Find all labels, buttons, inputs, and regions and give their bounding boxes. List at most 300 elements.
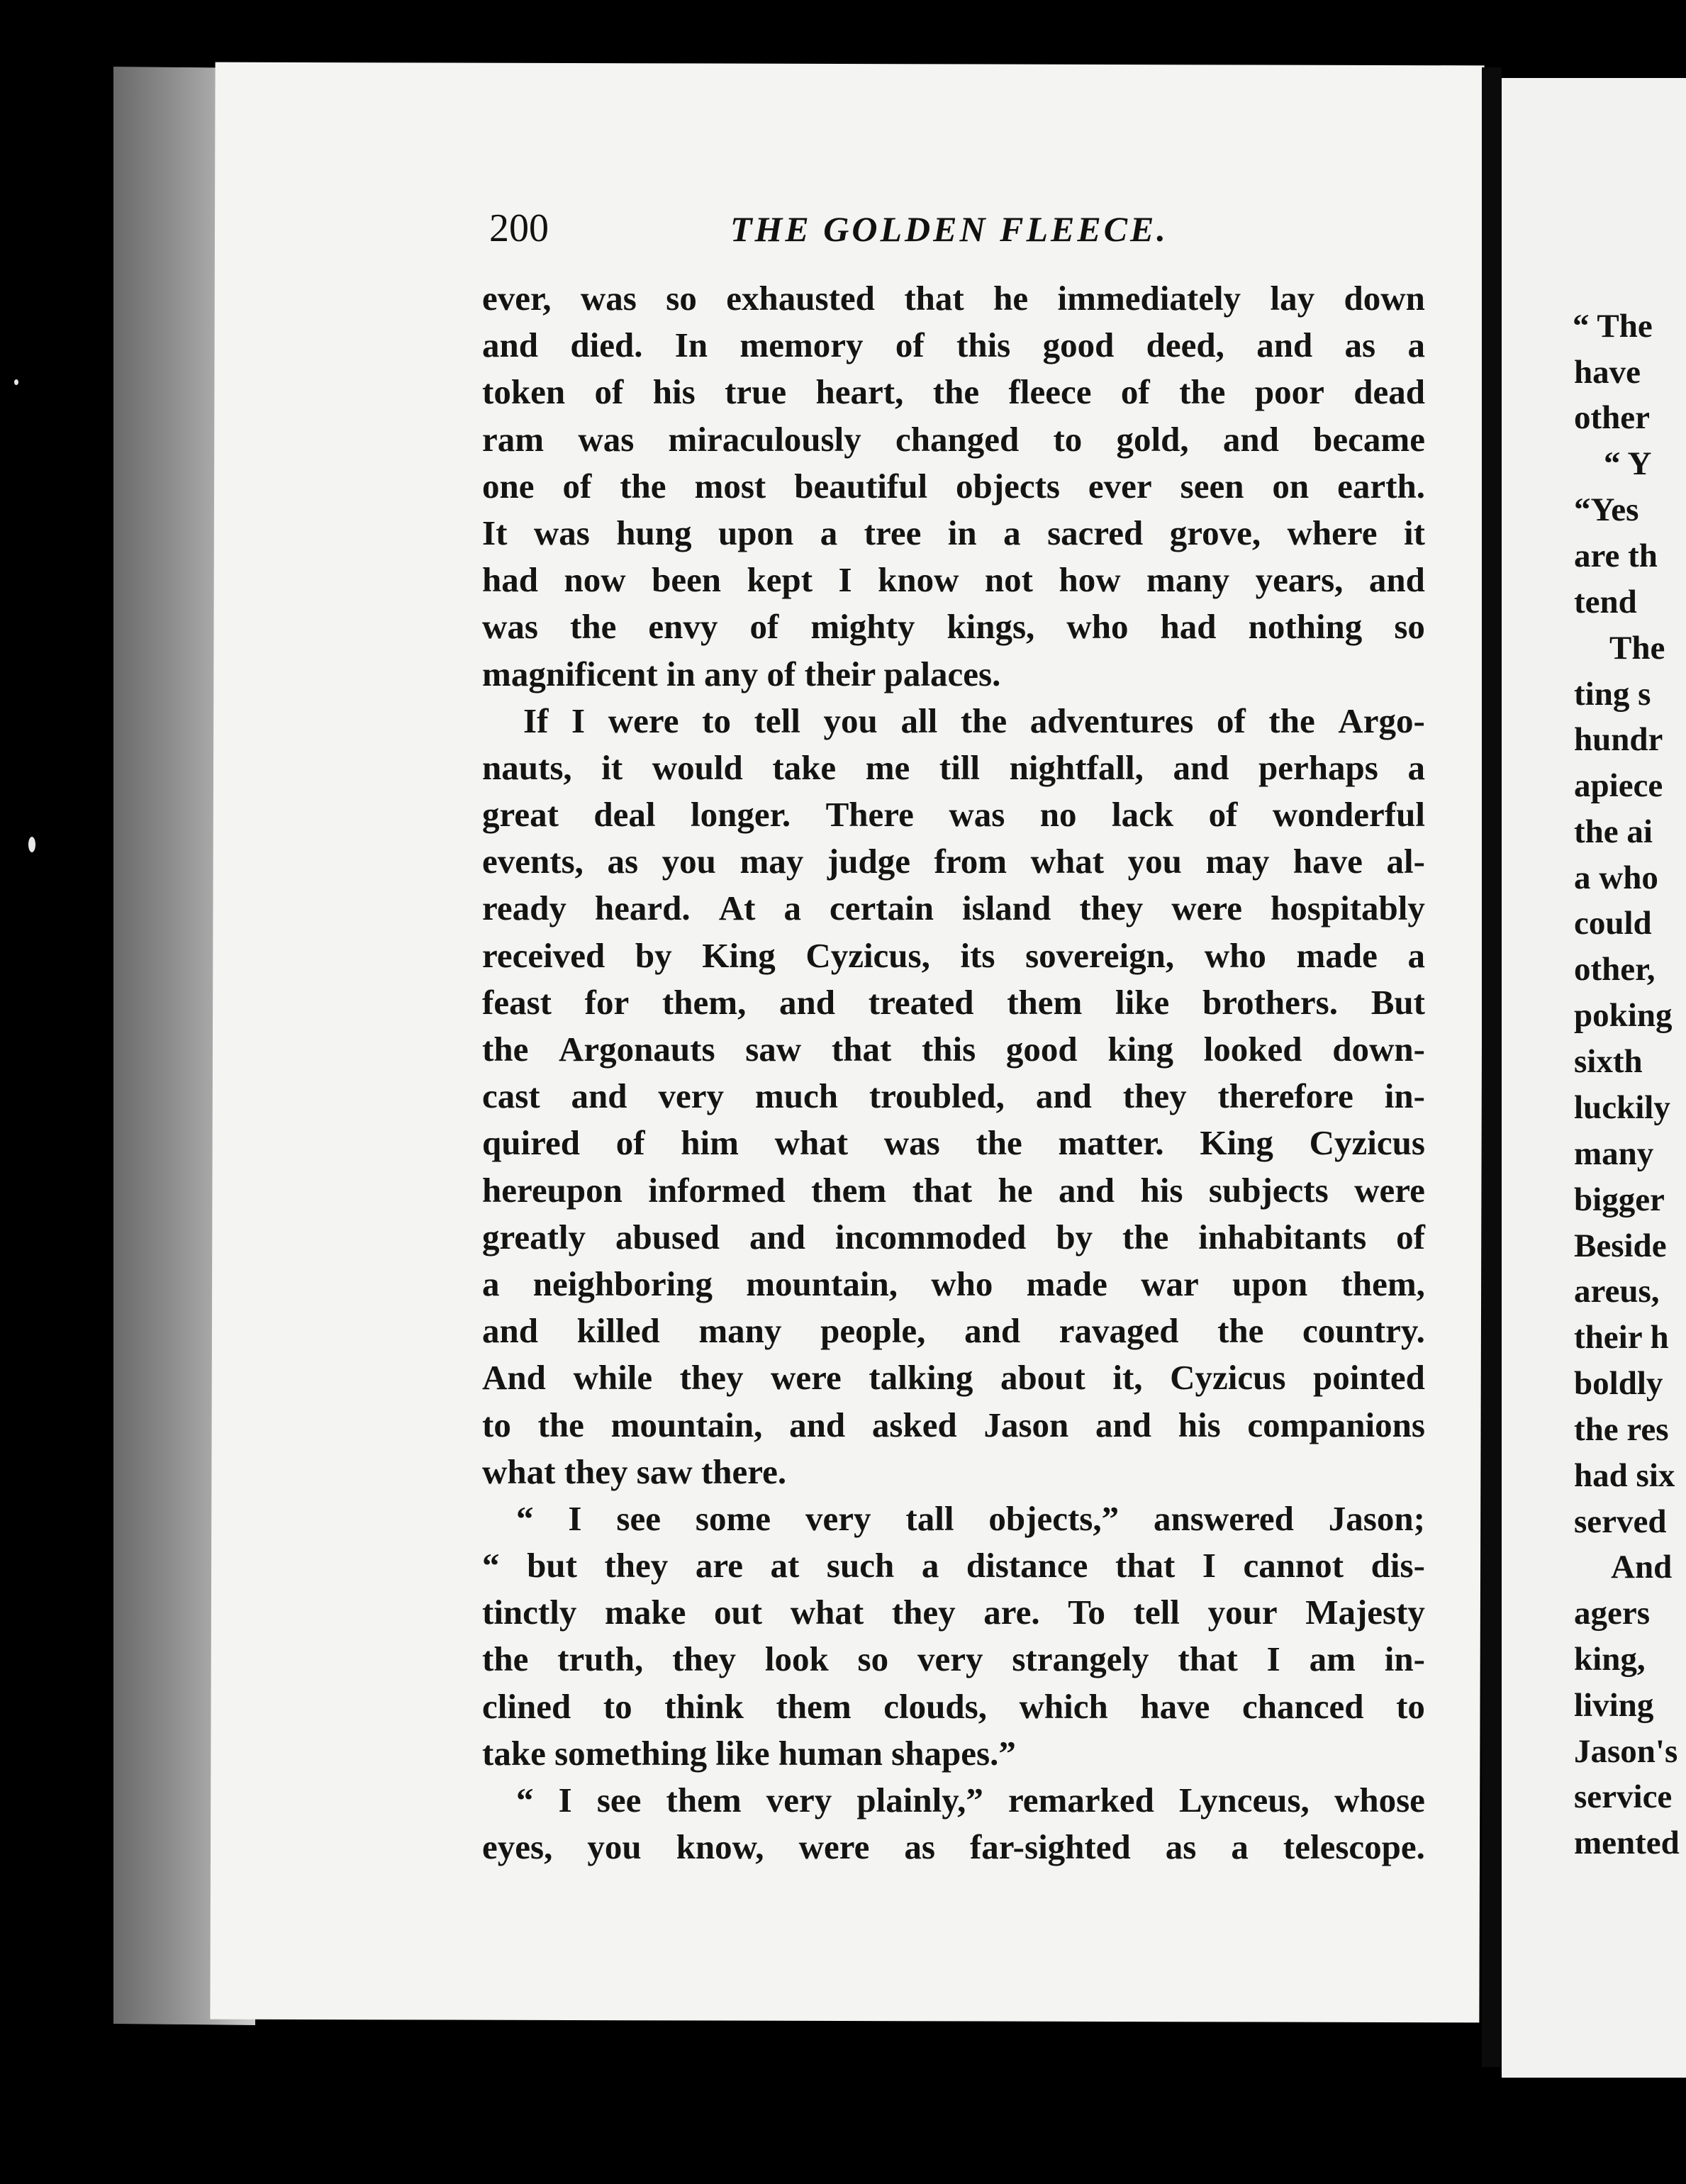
word: so xyxy=(666,279,697,318)
word: people, xyxy=(820,1311,926,1351)
word: a xyxy=(1407,935,1425,975)
text-line xyxy=(482,1449,1425,1495)
word: know, xyxy=(676,1827,764,1867)
word: therefore xyxy=(1217,1076,1353,1116)
word: of xyxy=(1396,1217,1425,1257)
word: they xyxy=(1079,888,1144,928)
word: by xyxy=(635,935,672,975)
word: down- xyxy=(1332,1030,1425,1069)
word: so xyxy=(857,1639,889,1679)
text-line xyxy=(482,322,1425,369)
word: had xyxy=(482,560,539,600)
word: and xyxy=(964,1311,1021,1351)
word: out xyxy=(713,1593,763,1632)
text-line xyxy=(482,1308,1425,1354)
word: cannot xyxy=(1243,1546,1344,1586)
word: hereupon xyxy=(482,1170,623,1210)
word: them, xyxy=(1341,1264,1425,1303)
text-line-content: magnificent in any of their palaces. xyxy=(482,654,1001,693)
word: telescope. xyxy=(1283,1827,1425,1867)
word: the xyxy=(1179,372,1226,412)
word: greatly xyxy=(482,1217,586,1257)
text-line xyxy=(482,791,1425,838)
word: Argo- xyxy=(1338,701,1425,740)
word: the xyxy=(960,701,1007,740)
right-page-line: king, xyxy=(1574,1641,1646,1678)
right-page-line: “ The xyxy=(1573,308,1653,345)
word: to xyxy=(1396,1686,1425,1726)
word: mighty xyxy=(810,607,915,647)
word: tree xyxy=(864,513,922,552)
word: were xyxy=(1354,1170,1425,1210)
word: chanced xyxy=(1242,1686,1364,1726)
word: you xyxy=(823,701,878,740)
word: in- xyxy=(1384,1076,1425,1116)
word: what xyxy=(790,1593,864,1632)
right-page-line: other, xyxy=(1574,951,1656,988)
word: Cyzicus xyxy=(1309,1123,1425,1163)
text-line xyxy=(482,651,1425,698)
word: down xyxy=(1344,279,1425,318)
word: had xyxy=(1160,607,1217,647)
word: and xyxy=(779,982,836,1022)
word: kept xyxy=(747,560,813,600)
word: truth, xyxy=(557,1639,644,1679)
word: in xyxy=(947,513,977,552)
word: asked xyxy=(871,1405,957,1444)
right-page-line: other xyxy=(1574,399,1651,436)
word: very xyxy=(805,1498,871,1538)
right-page-line: their h xyxy=(1574,1319,1669,1356)
word: island xyxy=(962,888,1051,928)
word: that xyxy=(831,1030,892,1069)
word: of xyxy=(1120,372,1150,412)
text-line xyxy=(482,603,1425,650)
word: while xyxy=(573,1358,653,1398)
word: they xyxy=(891,1593,956,1632)
word: miraculously xyxy=(668,419,861,459)
word: him xyxy=(681,1123,739,1163)
right-page-line: Beside xyxy=(1574,1227,1667,1264)
word: are. xyxy=(983,1593,1040,1632)
dust-speck xyxy=(14,379,18,385)
text-line xyxy=(482,932,1425,979)
text-line xyxy=(482,1824,1425,1871)
word: who xyxy=(1066,607,1129,647)
word: heart, xyxy=(815,372,904,412)
word: have xyxy=(1293,842,1363,881)
right-page-line: living xyxy=(1574,1687,1654,1724)
word: treated xyxy=(868,982,974,1022)
word: the xyxy=(537,1405,584,1444)
right-page-line: apiece xyxy=(1574,767,1663,804)
word: memory xyxy=(739,325,864,365)
word: one xyxy=(482,466,535,506)
word: true xyxy=(725,372,787,412)
word: ravaged xyxy=(1059,1311,1179,1351)
word: wonderful xyxy=(1272,795,1425,835)
right-page-line: poking xyxy=(1574,997,1673,1034)
word: incommoded xyxy=(834,1217,1027,1257)
word: may xyxy=(1205,842,1270,881)
word: a xyxy=(1407,325,1425,365)
right-page-line: many xyxy=(1574,1135,1654,1172)
word: as xyxy=(607,842,639,881)
word: I xyxy=(571,701,586,740)
word: very xyxy=(766,1781,832,1820)
word: immediately xyxy=(1057,279,1241,318)
text-line xyxy=(482,1495,1425,1542)
word: are xyxy=(695,1546,743,1586)
word: were xyxy=(1171,888,1242,928)
word: earth. xyxy=(1337,466,1425,506)
word: it xyxy=(601,747,623,787)
word: upon xyxy=(1232,1264,1308,1303)
word: deal xyxy=(593,795,656,835)
word: Jason; xyxy=(1328,1498,1425,1538)
word: I xyxy=(838,560,852,600)
word: the xyxy=(620,466,666,506)
word: some xyxy=(695,1498,771,1538)
word: clouds, xyxy=(883,1686,987,1726)
right-page-line: the res xyxy=(1574,1411,1669,1448)
word: by xyxy=(1056,1217,1093,1257)
word: hospitably xyxy=(1271,888,1425,928)
word: think xyxy=(664,1686,744,1726)
word: nightfall, xyxy=(1009,747,1144,787)
text-line xyxy=(482,1542,1425,1589)
word: deed, xyxy=(1146,325,1224,365)
word: they xyxy=(604,1546,669,1586)
word: who xyxy=(931,1264,993,1303)
word: feast xyxy=(482,982,552,1022)
word: Argonauts xyxy=(559,1030,715,1069)
word: the xyxy=(482,1639,529,1679)
word: that xyxy=(1178,1639,1238,1679)
word: very xyxy=(658,1076,724,1116)
word: “ xyxy=(516,1781,534,1820)
word: I xyxy=(1202,1546,1216,1586)
word: mountain, xyxy=(610,1405,763,1444)
text-line xyxy=(482,463,1425,510)
text-line xyxy=(482,1683,1425,1730)
right-page-line: areus, xyxy=(1574,1273,1660,1310)
right-page-line: hundr xyxy=(1574,721,1663,758)
word: Cyzicus xyxy=(1170,1358,1286,1398)
word: pointed xyxy=(1313,1358,1425,1398)
right-page-line: Jason's xyxy=(1574,1733,1678,1770)
word: to xyxy=(603,1686,632,1726)
word: them xyxy=(1007,982,1083,1022)
word: dead xyxy=(1353,372,1425,412)
right-page-line: service xyxy=(1574,1778,1673,1815)
word: seen xyxy=(1180,466,1244,506)
word: he xyxy=(998,1170,1033,1210)
word: may xyxy=(739,842,804,881)
word: this xyxy=(956,325,1011,365)
word: quired xyxy=(482,1123,580,1163)
word: they xyxy=(672,1639,736,1679)
right-page-line: tend xyxy=(1574,584,1637,620)
word: you xyxy=(587,1827,642,1867)
word: such xyxy=(826,1546,895,1586)
word: heard. xyxy=(594,888,691,928)
word: and xyxy=(482,325,539,365)
word: was xyxy=(580,279,637,318)
word: your xyxy=(1207,1593,1278,1632)
word: very xyxy=(917,1639,983,1679)
word: a xyxy=(783,888,801,928)
word: much xyxy=(754,1076,838,1116)
right-page-line: bigger xyxy=(1574,1181,1665,1218)
word: King xyxy=(1200,1123,1273,1163)
word: plainly,” xyxy=(856,1781,983,1820)
word: grove, xyxy=(1169,513,1261,552)
word: would xyxy=(652,747,743,787)
word: make xyxy=(605,1593,686,1632)
text-line xyxy=(482,1167,1425,1214)
word: ram xyxy=(482,419,545,459)
right-page-line: the ai xyxy=(1574,813,1653,850)
word: subjects xyxy=(1208,1170,1329,1210)
word: hung xyxy=(616,513,692,552)
word: not xyxy=(984,560,1033,600)
right-page-line: a who xyxy=(1574,859,1658,896)
word: to xyxy=(482,1405,511,1444)
word: its xyxy=(960,935,995,975)
word: was xyxy=(949,795,1005,835)
word: And xyxy=(482,1358,546,1398)
body-text xyxy=(482,275,1425,1871)
word: a xyxy=(1231,1827,1249,1867)
word: they xyxy=(679,1358,744,1398)
text-line xyxy=(482,1120,1425,1166)
word: dis- xyxy=(1370,1546,1425,1586)
text-line xyxy=(482,1261,1425,1308)
dust-speck xyxy=(28,837,35,852)
word: In xyxy=(674,325,708,365)
word: Jason xyxy=(983,1405,1069,1444)
word: his xyxy=(652,372,696,412)
word: It xyxy=(482,513,508,552)
right-page-line: luckily xyxy=(1574,1089,1670,1126)
right-page-line: “Yes xyxy=(1574,491,1639,528)
word: on xyxy=(1272,466,1310,506)
right-page-line: ting s xyxy=(1574,676,1651,713)
word: fleece xyxy=(1008,372,1092,412)
word: what xyxy=(774,1123,849,1163)
word: a xyxy=(1407,747,1425,787)
word: and xyxy=(1222,419,1279,459)
word: talking xyxy=(869,1358,973,1398)
word: been xyxy=(652,560,722,600)
word: you xyxy=(1127,842,1182,881)
text-line xyxy=(482,369,1425,416)
word: and xyxy=(571,1076,627,1116)
word: sovereign, xyxy=(1025,935,1175,975)
word: informed xyxy=(648,1170,786,1210)
word: I xyxy=(568,1498,582,1538)
word: and xyxy=(749,1217,805,1257)
word: great xyxy=(482,795,559,835)
text-line xyxy=(482,1589,1425,1636)
text-line xyxy=(482,838,1425,885)
word: and xyxy=(1095,1405,1152,1444)
word: At xyxy=(718,888,756,928)
word: and xyxy=(1059,1170,1115,1210)
word: was xyxy=(533,513,590,552)
word: who xyxy=(1204,935,1266,975)
word: the xyxy=(976,1123,1022,1163)
word: whose xyxy=(1334,1781,1425,1820)
word: of xyxy=(1208,795,1238,835)
word: but xyxy=(527,1546,577,1586)
word: objects,” xyxy=(988,1498,1120,1538)
word: which xyxy=(1019,1686,1108,1726)
right-page-line: served xyxy=(1574,1503,1667,1540)
word: about xyxy=(1000,1358,1085,1398)
word: as xyxy=(1344,325,1376,365)
word: them xyxy=(776,1686,852,1726)
text-line xyxy=(482,979,1425,1026)
word: them xyxy=(811,1170,887,1210)
text-line xyxy=(482,1730,1425,1777)
word: a xyxy=(820,513,838,552)
right-page-line: boldly xyxy=(1574,1365,1663,1402)
word: nauts, xyxy=(482,747,572,787)
text-line xyxy=(482,1214,1425,1261)
word: I xyxy=(1266,1639,1280,1679)
word: events, xyxy=(482,842,584,881)
word: killed xyxy=(576,1311,660,1351)
text-line xyxy=(482,510,1425,557)
word: To xyxy=(1068,1593,1105,1632)
word: how xyxy=(1059,560,1121,600)
word: and xyxy=(482,1311,539,1351)
word: them xyxy=(666,1781,742,1820)
word: nothing xyxy=(1248,607,1363,647)
word: lack xyxy=(1112,795,1174,835)
word: became xyxy=(1313,419,1425,459)
text-line xyxy=(482,885,1425,932)
text-line xyxy=(482,1354,1425,1401)
word: looked xyxy=(1203,1030,1302,1069)
word: received xyxy=(482,935,605,975)
word: made xyxy=(1026,1264,1107,1303)
word: ever xyxy=(1088,466,1152,506)
word: you xyxy=(661,842,716,881)
word: that xyxy=(1115,1546,1176,1586)
word: have xyxy=(1140,1686,1210,1726)
word: and xyxy=(1173,747,1229,787)
word: were xyxy=(771,1358,842,1398)
word: and xyxy=(1035,1076,1092,1116)
word: that xyxy=(904,279,964,318)
word: them, xyxy=(661,982,747,1022)
word: poor xyxy=(1254,372,1324,412)
word: and xyxy=(1256,325,1313,365)
word: the xyxy=(1217,1311,1264,1351)
word: was xyxy=(482,607,538,647)
right-page-line: had six xyxy=(1574,1457,1675,1494)
word: as xyxy=(904,1827,935,1867)
right-page-line: The xyxy=(1609,630,1665,667)
right-page-line: have xyxy=(1574,354,1641,391)
word: ready xyxy=(482,888,566,928)
word: and xyxy=(789,1405,846,1444)
word: envy xyxy=(648,607,718,647)
word: tall xyxy=(905,1498,954,1538)
word: many xyxy=(698,1311,782,1351)
text-line-content: take something like human shapes.” xyxy=(482,1733,1016,1773)
word: to xyxy=(1053,419,1083,459)
word: King xyxy=(702,935,776,975)
word: “ xyxy=(482,1546,500,1586)
word: of xyxy=(615,1123,645,1163)
right-page-line: And xyxy=(1611,1549,1673,1586)
word: inhabitants xyxy=(1198,1217,1367,1257)
word: far-sighted xyxy=(969,1827,1131,1867)
word: the xyxy=(482,1030,529,1069)
word: the xyxy=(932,372,980,412)
word: and xyxy=(1368,560,1425,600)
word: the xyxy=(1268,701,1315,740)
word: adventures xyxy=(1029,701,1194,740)
word: as xyxy=(1165,1827,1197,1867)
word: was xyxy=(578,419,635,459)
text-line xyxy=(482,1073,1425,1120)
text-line xyxy=(482,1777,1425,1824)
word: strangely xyxy=(1012,1639,1149,1679)
word: I xyxy=(558,1781,572,1820)
word: that xyxy=(912,1170,973,1210)
right-page-line: could xyxy=(1574,905,1652,942)
word: many xyxy=(1146,560,1230,600)
text-line xyxy=(482,416,1425,463)
right-page-line: agers xyxy=(1574,1595,1651,1632)
word: see xyxy=(616,1498,661,1538)
word: answered xyxy=(1154,1498,1294,1538)
word: were xyxy=(608,701,679,740)
word: Majesty xyxy=(1305,1593,1425,1632)
word: Cyzicus, xyxy=(805,935,930,975)
word: it xyxy=(1404,513,1425,552)
word: of xyxy=(594,372,624,412)
word: the xyxy=(570,607,617,647)
text-line xyxy=(482,1026,1425,1073)
word: “ xyxy=(516,1498,534,1538)
word: most xyxy=(694,466,766,506)
word: it, xyxy=(1112,1358,1143,1398)
word: what xyxy=(1030,842,1105,881)
word: good xyxy=(1005,1030,1078,1069)
text-line xyxy=(482,275,1425,322)
word: they xyxy=(1122,1076,1187,1116)
word: now xyxy=(564,560,626,600)
word: neighboring xyxy=(532,1264,713,1303)
text-line xyxy=(482,1636,1425,1683)
word: Lynceus, xyxy=(1179,1781,1310,1820)
word: sacred xyxy=(1047,513,1144,552)
word: tell xyxy=(1133,1593,1180,1632)
word: changed xyxy=(895,419,1020,459)
word: token xyxy=(482,372,566,412)
right-page-line: sixth xyxy=(1574,1043,1643,1080)
word: a xyxy=(1003,513,1021,552)
word: war xyxy=(1141,1264,1199,1303)
right-page-line: are th xyxy=(1574,537,1658,574)
text-line xyxy=(482,557,1425,603)
